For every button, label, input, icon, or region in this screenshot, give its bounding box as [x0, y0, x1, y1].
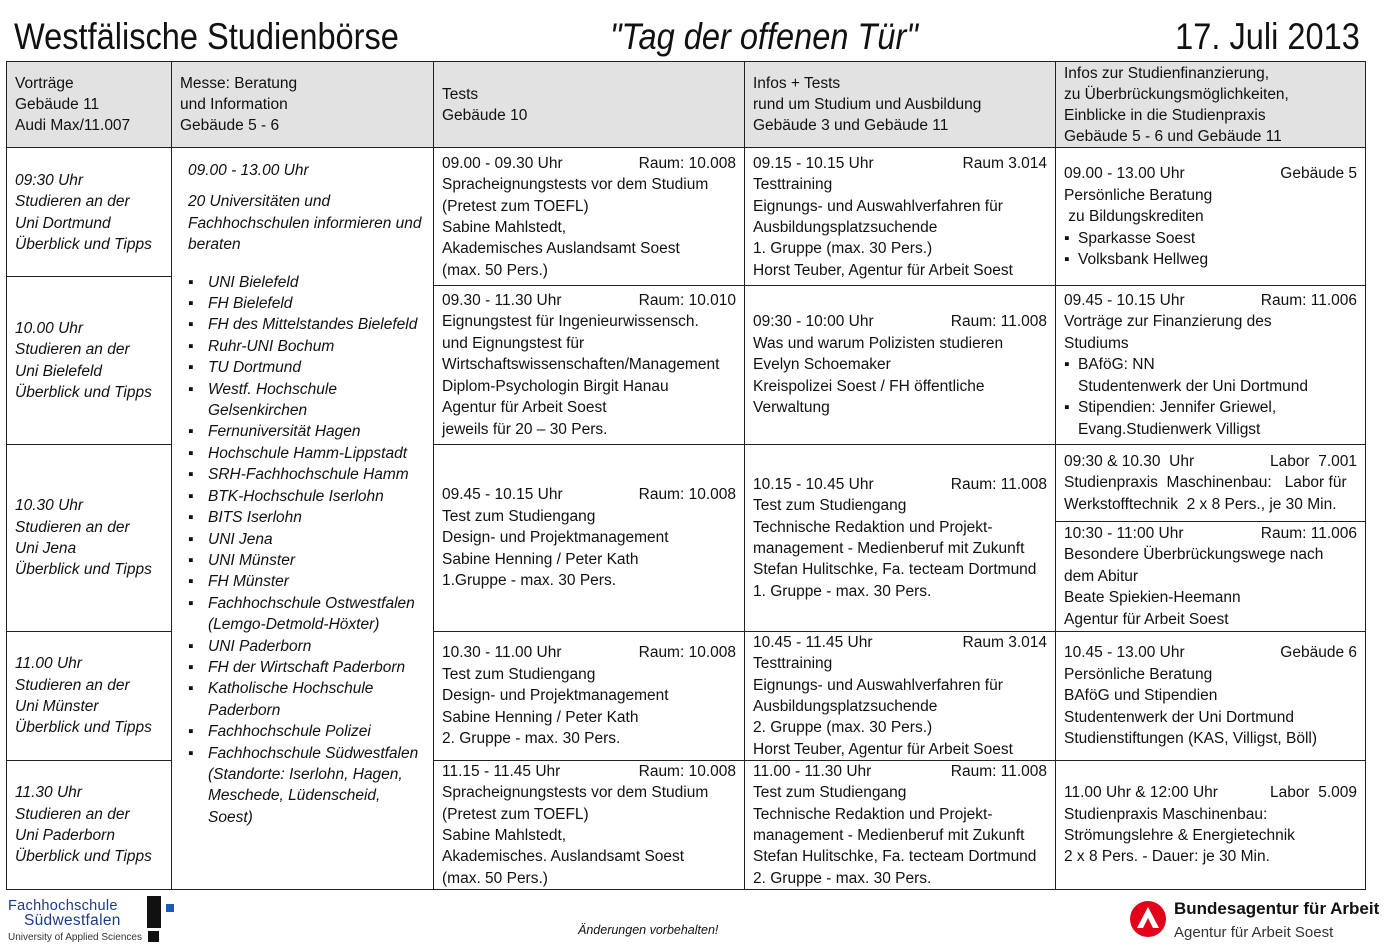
- university-item-cont: (Standorte: Iserlohn, Hagen,: [208, 765, 403, 783]
- university-item: ▪ UNI Paderborn: [188, 636, 425, 657]
- ba-emblem-icon: [1128, 899, 1168, 939]
- talk-line: Überblick und Tipps: [15, 561, 152, 579]
- info-line: Ausbildungsplatzsuchende: [753, 219, 938, 236]
- info-room: Raum: 11.008: [950, 313, 1047, 331]
- info-slot-header: [753, 311, 1047, 332]
- talk-line: Überblick und Tipps: [15, 719, 152, 737]
- talk-line: Uni Münster: [15, 698, 99, 715]
- finance-slot-header: [1064, 290, 1357, 311]
- talk-line: Studieren an der: [15, 193, 130, 211]
- ba-logo-line1: Bundesagentur für Arbeit: [1174, 899, 1380, 918]
- university-item: ▪ FH Bielefeld: [188, 293, 425, 314]
- finance-line: Studiums: [1064, 334, 1129, 352]
- talk-line: Überblick und Tipps: [15, 848, 152, 866]
- col-header-line: Infos zur Studienfinanzierung,: [1064, 64, 1270, 82]
- finance-line: 2 x 8 Pers. - Dauer: je 30 Min.: [1064, 848, 1270, 866]
- footer-note: Änderungen vorbehalten!: [578, 923, 719, 937]
- test-line: Akademisches. Auslandsamt Soest: [442, 848, 685, 866]
- university-item: ▪ FH der Wirtschaft Paderborn: [188, 657, 425, 678]
- finance-room: Gebäude 5: [1280, 165, 1357, 183]
- info-line: Horst Teuber, Agentur für Arbeit Soest: [753, 740, 1013, 758]
- info-time: 10.45 - 11.45 Uhr: [753, 633, 873, 651]
- finance-bullet: ▪ Sparkasse Soest: [1064, 228, 1357, 249]
- info-time: 09:30 - 10:00 Uhr: [753, 313, 874, 331]
- info-slot-header: [753, 632, 1047, 653]
- finance-time: 10:30 - 11:00 Uhr: [1064, 524, 1184, 542]
- talk-time: 10.00 Uhr: [15, 319, 84, 337]
- university-item: ▪ Fernuniversität Hagen: [188, 421, 425, 442]
- test-time: 11.15 - 11.45 Uhr: [442, 762, 561, 780]
- fair-intro-line: 20 Universitäten und: [188, 193, 331, 211]
- university-item: ▪ FH des Mittelstandes Bielefeld: [188, 314, 425, 335]
- info-slot-header: [753, 474, 1047, 495]
- info-slot-header: [753, 153, 1047, 174]
- finance-room: Labor 5.009: [1269, 784, 1357, 802]
- col-header-finanzierung: [1056, 62, 1365, 148]
- finance-bullet: ▪ Stipendien: Jennifer Griewel,: [1064, 397, 1357, 418]
- info-slot: [745, 761, 1055, 889]
- finance-slot: [1056, 286, 1365, 444]
- test-room: Raum: 10.008: [638, 154, 736, 172]
- talk-time: 11.00 Uhr: [15, 655, 82, 673]
- info-line: Ausbildungsplatzsuchende: [753, 698, 938, 715]
- event-date: 17. Juli 2013: [1175, 16, 1360, 57]
- university-item: ▪ Katholische Hochschule: [188, 678, 425, 699]
- info-line: 1. Gruppe - max. 30 Pers.: [753, 582, 932, 600]
- talk-line: Studieren an der: [15, 805, 130, 823]
- info-room: Raum: 11.008: [950, 475, 1047, 493]
- fh-blue-square-icon: [166, 904, 174, 912]
- test-line: 1.Gruppe - max. 30 Pers.: [442, 572, 617, 590]
- fh-logo-subtitle: University of Applied Sciences: [8, 932, 142, 943]
- test-line: (max. 50 Pers.): [442, 261, 548, 279]
- col-header-messe: [172, 62, 434, 148]
- col-header-line: rund um Studium und Ausbildung: [753, 96, 982, 113]
- talk-slot: [7, 277, 171, 444]
- university-item: ▪ Fachhochschule Südwestfalen: [188, 743, 425, 764]
- test-line: und Eignungstest für: [442, 334, 585, 352]
- info-line: Evelyn Schoemaker: [753, 356, 891, 374]
- test-line: Spracheignungstests vor dem Studium: [442, 784, 709, 802]
- test-line: Wirtschaftswissenschaften/Management: [442, 356, 720, 374]
- talk-time: 11.30 Uhr: [15, 784, 82, 802]
- info-line: Eignungs- und Auswahlverfahren für: [753, 676, 1003, 694]
- finance-room: Gebäude 6: [1280, 644, 1357, 662]
- university-item-cont: Meschede, Lüdenscheid,: [208, 787, 381, 805]
- university-item: ▪ UNI Münster: [188, 550, 425, 571]
- info-line: Was und warum Polizisten studieren: [753, 334, 1004, 352]
- talk-line: Uni Dortmund: [15, 214, 111, 232]
- info-slot: [745, 445, 1055, 631]
- talk-line: Uni Paderborn: [15, 827, 115, 844]
- finance-slot: [1056, 149, 1365, 285]
- university-item: ▪ SRH-Fachhochschule Hamm: [188, 464, 425, 485]
- university-item-cont: Soest): [208, 808, 253, 826]
- info-line: Stefan Hulitschke, Fa. tecteam Dortmund: [753, 561, 1037, 579]
- test-slot: [434, 632, 744, 760]
- finance-room: Raum: 11.006: [1260, 524, 1357, 542]
- finance-line: Strömungslehre & Energietechnik: [1064, 827, 1295, 844]
- col-header-line: Vorträge: [15, 75, 74, 92]
- test-line: Sabine Mahlstedt,: [442, 219, 567, 236]
- col-header-line: Gebäude 10: [442, 106, 528, 124]
- finance-line: Besondere Überbrückungswege nach: [1064, 546, 1324, 564]
- talk-slot: [7, 445, 171, 631]
- test-line: Sabine Henning / Peter Kath: [442, 708, 639, 726]
- university-item-cont: Paderborn: [208, 701, 281, 719]
- test-slot-header: [442, 642, 736, 663]
- test-line: 2. Gruppe - max. 30 Pers.: [442, 730, 621, 748]
- fair-cell: [172, 160, 433, 850]
- finance-slot-header: [1064, 642, 1357, 663]
- test-slot-header: [442, 761, 736, 782]
- finance-line: zu Bildungskrediten: [1064, 208, 1204, 226]
- col-header-line: und Information: [180, 96, 288, 113]
- finance-slot: [1056, 632, 1365, 760]
- test-time: 09.45 - 10.15 Uhr: [442, 486, 563, 504]
- talk-line: Überblick und Tipps: [15, 383, 152, 401]
- col-header-line: Tests: [442, 85, 479, 103]
- finance-time: 11.00 Uhr & 12:00 Uhr: [1064, 784, 1218, 802]
- col-header-line: Gebäude 11: [15, 96, 100, 113]
- ba-logo-line2: Agentur für Arbeit Soest: [1174, 924, 1334, 941]
- info-room: Raum 3.014: [962, 633, 1047, 651]
- finance-slot-header: [1064, 523, 1357, 544]
- talk-line: Uni Bielefeld: [15, 362, 103, 380]
- test-slot: [434, 286, 744, 444]
- test-line: Design- und Projektmanagement: [442, 687, 669, 705]
- finance-line: Studienstiftungen (KAS, Villigst, Böll): [1064, 730, 1318, 748]
- finance-room: Labor 7.001: [1269, 452, 1357, 470]
- test-line: Design- und Projektmanagement: [442, 529, 669, 547]
- test-slot: [434, 149, 744, 285]
- event-title: "Tag der offenen Tür": [610, 16, 918, 57]
- info-time: 09.15 - 10.15 Uhr: [753, 154, 874, 172]
- fh-suedwestfalen-logo: [6, 896, 176, 946]
- info-line: 2. Gruppe - max. 30 Pers.: [753, 869, 932, 887]
- info-slot-header: [753, 761, 1047, 782]
- finance-line: Studienpraxis Maschinenbau:: [1064, 805, 1268, 823]
- schedule-table: [6, 61, 1366, 890]
- info-line: 1. Gruppe (max. 30 Pers.): [753, 240, 933, 258]
- test-line: Spracheignungstests vor dem Studium: [442, 176, 709, 194]
- info-line: Eignungs- und Auswahlverfahren für: [753, 197, 1003, 215]
- fair-time: 09.00 - 13.00 Uhr: [188, 162, 309, 179]
- university-item: ▪ Hochschule Hamm-Lippstadt: [188, 443, 425, 464]
- talk-slot: [7, 632, 171, 760]
- test-slot-header: [442, 153, 736, 174]
- finance-slot: [1056, 761, 1365, 889]
- test-slot-header: [442, 484, 736, 505]
- finance-line: Vorträge zur Finanzierung des: [1064, 313, 1272, 331]
- test-slot: [434, 761, 744, 889]
- col-header-line: Gebäude 3 und Gebäude 11: [753, 117, 949, 134]
- university-item: ▪ UNI Bielefeld: [188, 272, 425, 293]
- fair-intro-line: beraten: [188, 236, 241, 254]
- finance-slot: [1056, 522, 1365, 631]
- talk-slot: [7, 761, 171, 889]
- finance-time: 09.45 - 10.15 Uhr: [1064, 292, 1185, 310]
- info-line: management - Medienberuf mit Zukunft: [753, 827, 1025, 844]
- info-line: Technische Redaktion und Projekt-: [753, 518, 993, 536]
- finance-slot-header: [1064, 782, 1357, 803]
- finance-room: Raum: 11.006: [1260, 292, 1357, 310]
- fh-exclamation-icon: [147, 896, 161, 928]
- finance-line: Beate Spiekien-Heemann: [1064, 589, 1241, 607]
- finance-bullet-cont: Studentenwerk der Uni Dortmund: [1078, 377, 1309, 395]
- finance-slot: [1056, 445, 1365, 521]
- university-item-cont: Gelsenkirchen: [208, 402, 308, 420]
- col-header-tests: [434, 62, 745, 148]
- finance-line: Persönliche Beratung: [1064, 665, 1213, 683]
- info-line: Test zum Studiengang: [753, 784, 907, 802]
- test-line: Test zum Studiengang: [442, 665, 596, 683]
- fh-dot-icon: [148, 931, 159, 942]
- info-line: Verwaltung: [753, 399, 830, 417]
- info-line: Stefan Hulitschke, Fa. tecteam Dortmund: [753, 848, 1037, 866]
- university-list: [188, 272, 425, 829]
- finance-line: Studienpraxis Maschinenbau: Labor für: [1064, 474, 1347, 492]
- info-line: management - Medienberuf mit Zukunft: [753, 540, 1025, 557]
- university-item: ▪ FH Münster: [188, 571, 425, 592]
- test-line: Diplom-Psychologin Birgit Hanau: [442, 377, 669, 395]
- finance-slot-header: [1064, 163, 1357, 184]
- talk-line: Uni Jena: [15, 540, 77, 557]
- test-line: Sabine Henning / Peter Kath: [442, 550, 639, 568]
- col-header-infos: [745, 62, 1056, 148]
- test-line: Sabine Mahlstedt,: [442, 827, 567, 844]
- talk-line: Studieren an der: [15, 341, 130, 359]
- talk-line: Studieren an der: [15, 518, 130, 536]
- test-time: 10.30 - 11.00 Uhr: [442, 644, 562, 662]
- university-item: ▪ Fachhochschule Polizei: [188, 721, 425, 742]
- bundesagentur-logo: [1128, 895, 1380, 945]
- test-line: Eignungstest für Ingenieurwissensch.: [442, 313, 699, 331]
- info-line: Testtraining: [753, 176, 833, 194]
- finance-slot-header: [1064, 451, 1357, 472]
- finance-line: Studentenwerk der Uni Dortmund: [1064, 708, 1295, 726]
- info-line: Kreispolizei Soest / FH öffentliche: [753, 377, 985, 395]
- col-header-vortraege: [7, 62, 172, 148]
- test-slot: [434, 445, 744, 631]
- test-line: (Pretest zum TOEFL): [442, 197, 589, 215]
- col-header-line: Infos + Tests: [753, 75, 841, 92]
- talk-time: 09:30 Uhr: [15, 171, 84, 189]
- test-line: jeweils für 20 – 30 Pers.: [442, 420, 608, 438]
- fair-intro-line: Fachhochschulen informieren und: [188, 214, 422, 232]
- info-slot: [745, 286, 1055, 444]
- info-time: 10.15 - 10.45 Uhr: [753, 475, 874, 493]
- info-room: Raum: 11.008: [950, 762, 1047, 780]
- info-line: 2. Gruppe (max. 30 Pers.): [753, 719, 933, 737]
- test-room: Raum: 10.008: [638, 762, 736, 780]
- col-header-line: Gebäude 5 - 6 und Gebäude 11: [1064, 127, 1282, 145]
- fair-intro: [188, 191, 425, 255]
- col-header-line: Messe: Beratung: [180, 75, 298, 92]
- info-line: Testtraining: [753, 655, 833, 673]
- test-room: Raum: 10.008: [638, 644, 736, 662]
- fh-logo-line2: Südwestfalen: [24, 912, 121, 929]
- col-header-line: Einblicke in die Studienpraxis: [1064, 106, 1266, 124]
- test-room: Raum: 10.010: [638, 292, 736, 310]
- university-item: ▪ BITS Iserlohn: [188, 507, 425, 528]
- finance-line: BAföG und Stipendien: [1064, 687, 1218, 705]
- finance-time: 10.45 - 13.00 Uhr: [1064, 644, 1185, 662]
- finance-bullet: ▪ BAföG: NN: [1064, 354, 1357, 375]
- finance-line: dem Abitur: [1064, 567, 1139, 585]
- finance-line: Agentur für Arbeit Soest: [1064, 610, 1229, 628]
- talk-line: Studieren an der: [15, 676, 130, 694]
- finance-line: Werkstofftechnik 2 x 8 Pers., je 30 Min.: [1064, 495, 1337, 513]
- finance-time: 09:30 & 10.30 Uhr: [1064, 452, 1195, 470]
- university-item-cont: (Lemgo-Detmold-Höxter): [208, 616, 380, 634]
- finance-bullet-cont: Evang.Studienwerk Villigst: [1078, 420, 1261, 438]
- info-time: 11.00 - 11.30 Uhr: [753, 762, 872, 780]
- info-line: Horst Teuber, Agentur für Arbeit Soest: [753, 261, 1013, 279]
- fh-logo-line1: Fachhochschule: [8, 898, 118, 914]
- talk-time: 10.30 Uhr: [15, 497, 84, 515]
- talk-line: Überblick und Tipps: [15, 235, 152, 253]
- test-line: Test zum Studiengang: [442, 507, 596, 525]
- test-line: Agentur für Arbeit Soest: [442, 399, 607, 417]
- finance-time: 09.00 - 13.00 Uhr: [1064, 165, 1185, 183]
- test-time: 09.00 - 09.30 Uhr: [442, 154, 563, 172]
- university-item: ▪ BTK-Hochschule Iserlohn: [188, 486, 425, 507]
- info-slot: [745, 149, 1055, 285]
- info-room: Raum 3.014: [962, 154, 1047, 172]
- page-title: Westfälische Studienbörse: [14, 16, 399, 57]
- finance-line: Persönliche Beratung: [1064, 186, 1213, 204]
- info-slot: [745, 632, 1055, 760]
- test-line: (Pretest zum TOEFL): [442, 805, 589, 823]
- info-line: Technische Redaktion und Projekt-: [753, 805, 993, 823]
- col-header-line: Gebäude 5 - 6: [180, 117, 280, 134]
- test-line: (max. 50 Pers.): [442, 869, 548, 887]
- finance-bullet: ▪ Volksbank Hellweg: [1064, 249, 1357, 270]
- info-line: Test zum Studiengang: [753, 497, 907, 515]
- test-line: Akademisches Auslandsamt Soest: [442, 240, 680, 258]
- university-item: ▪ UNI Jena: [188, 529, 425, 550]
- test-slot-header: [442, 290, 736, 311]
- col-header-line: Audi Max/11.007: [15, 117, 131, 134]
- test-time: 09.30 - 11.30 Uhr: [442, 292, 562, 310]
- test-room: Raum: 10.008: [638, 486, 736, 504]
- col-header-line: zu Überbrückungsmöglichkeiten,: [1064, 85, 1289, 103]
- university-item: ▪ Fachhochschule Ostwestfalen: [188, 593, 425, 614]
- talk-slot: [7, 149, 171, 276]
- university-item: ▪ Ruhr-UNI Bochum: [188, 336, 425, 357]
- university-item: ▪ Westf. Hochschule: [188, 379, 425, 400]
- university-item: ▪ TU Dortmund: [188, 357, 425, 378]
